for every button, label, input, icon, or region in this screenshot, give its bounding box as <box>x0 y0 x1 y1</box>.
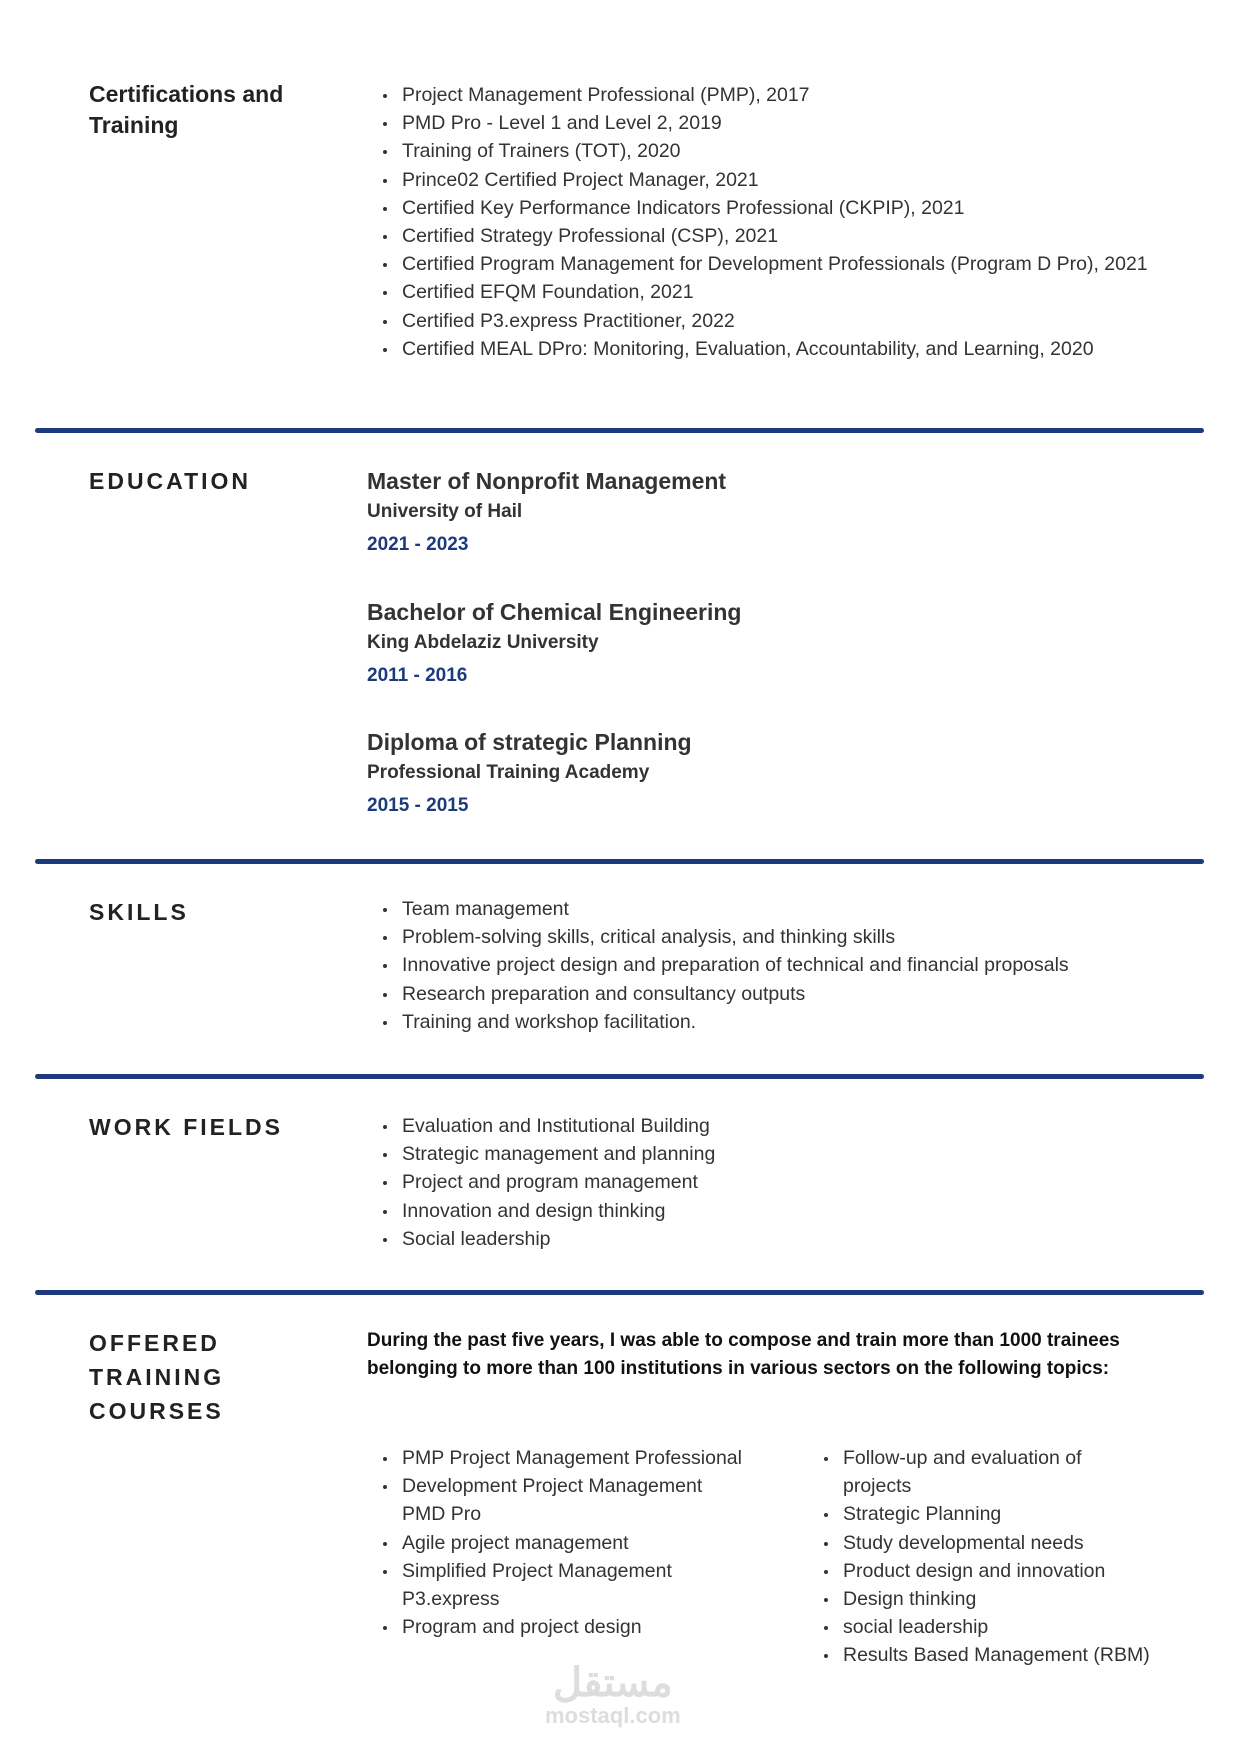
list-item: Strategic management and planning <box>380 1140 1180 1168</box>
list-item: Simplified Project Management P3.express <box>380 1557 750 1613</box>
list-item: Design thinking <box>821 1585 1151 1613</box>
heading-line: OFFERED <box>89 1330 220 1356</box>
degree-title: Master of Nonprofit Management <box>367 468 727 494</box>
skills-heading: SKILLS <box>89 899 189 925</box>
list-item: Evaluation and Institutional Building <box>380 1112 1180 1140</box>
list-item: Project Management Professional (PMP), 2017 <box>380 81 1180 109</box>
certifications-heading: Certifications and Training <box>89 81 284 138</box>
list-item: Follow-up and evaluation of projects <box>821 1444 1151 1500</box>
list-item: Program and project design <box>380 1613 750 1641</box>
list-item: Innovative project design and preparation of technical and financial proposals <box>380 951 1180 979</box>
skills-list <box>380 895 1180 1036</box>
education-heading: EDUCATION <box>89 468 252 494</box>
list-item: Research preparation and consultancy outputs <box>380 980 1180 1008</box>
list-item: Team management <box>380 895 1180 923</box>
training-intro: During the past five years, I was able to compose and train more than 1000 trainees belonging to more than 100 institutions in various sectors on the following topics: <box>367 1330 1120 1380</box>
work-fields-list <box>380 1112 1180 1253</box>
list-item: Results Based Management (RBM) <box>821 1641 1151 1669</box>
list-item: PMP Project Management Professional <box>380 1444 750 1472</box>
courses-list-column-2 <box>821 1444 1151 1670</box>
list-item: Agile project management <box>380 1529 750 1557</box>
section-divider <box>35 428 1204 433</box>
institution: Professional Training Academy <box>367 762 650 783</box>
section-divider <box>35 1290 1204 1295</box>
watermark-arabic: مستقل <box>552 1661 673 1705</box>
list-item: Certified EFQM Foundation, 2021 <box>380 278 1180 306</box>
years: 2011 - 2016 <box>367 665 468 686</box>
training-courses-heading <box>89 1326 224 1428</box>
list-item: Certified Strategy Professional (CSP), 2021 <box>380 222 1180 250</box>
institution: University of Hail <box>367 501 523 522</box>
education-entry <box>367 597 741 689</box>
heading-line: COURSES <box>89 1398 224 1424</box>
work-fields-heading: WORK FIELDS <box>89 1114 283 1140</box>
list-item: Study developmental needs <box>821 1529 1151 1557</box>
degree-title: Bachelor of Chemical Engineering <box>367 599 742 625</box>
list-item: Training and workshop facilitation. <box>380 1008 1180 1036</box>
list-item: Project and program management <box>380 1168 1180 1196</box>
list-item: Innovation and design thinking <box>380 1197 1180 1225</box>
list-item: Certified Program Management for Development Professionals (Program D Pro), 2021 <box>380 250 1180 278</box>
section-divider <box>35 859 1204 864</box>
certifications-list <box>380 81 1180 363</box>
courses-list-column-1 <box>380 1444 750 1641</box>
list-item: Prince02 Certified Project Manager, 2021 <box>380 166 1180 194</box>
list-item: Development Project Management PMD Pro <box>380 1472 750 1528</box>
list-item: PMD Pro - Level 1 and Level 2, 2019 <box>380 109 1180 137</box>
institution: King Abdelaziz University <box>367 632 599 653</box>
list-item: Strategic Planning <box>821 1500 1151 1528</box>
list-item: Training of Trainers (TOT), 2020 <box>380 137 1180 165</box>
years: 2021 - 2023 <box>367 534 469 555</box>
list-item: Social leadership <box>380 1225 1180 1253</box>
list-item: Certified Key Performance Indicators Professional (CKPIP), 2021 <box>380 194 1180 222</box>
list-item: Problem-solving skills, critical analysis, and thinking skills <box>380 923 1180 951</box>
watermark-latin: mostaql.com <box>545 1703 681 1728</box>
list-item: Certified MEAL DPro: Monitoring, Evaluation, Accountability, and Learning, 2020 <box>380 335 1180 363</box>
heading-line: TRAINING <box>89 1364 225 1390</box>
degree-title: Diploma of strategic Planning <box>367 729 692 755</box>
years: 2015 - 2015 <box>367 795 469 816</box>
list-item: Product design and innovation <box>821 1557 1151 1585</box>
list-item: social leadership <box>821 1613 1151 1641</box>
education-entry <box>367 727 692 819</box>
education-entry <box>367 466 726 558</box>
list-item: Certified P3.express Practitioner, 2022 <box>380 307 1180 335</box>
mostaql-watermark <box>545 1663 681 1729</box>
section-divider <box>35 1074 1204 1079</box>
